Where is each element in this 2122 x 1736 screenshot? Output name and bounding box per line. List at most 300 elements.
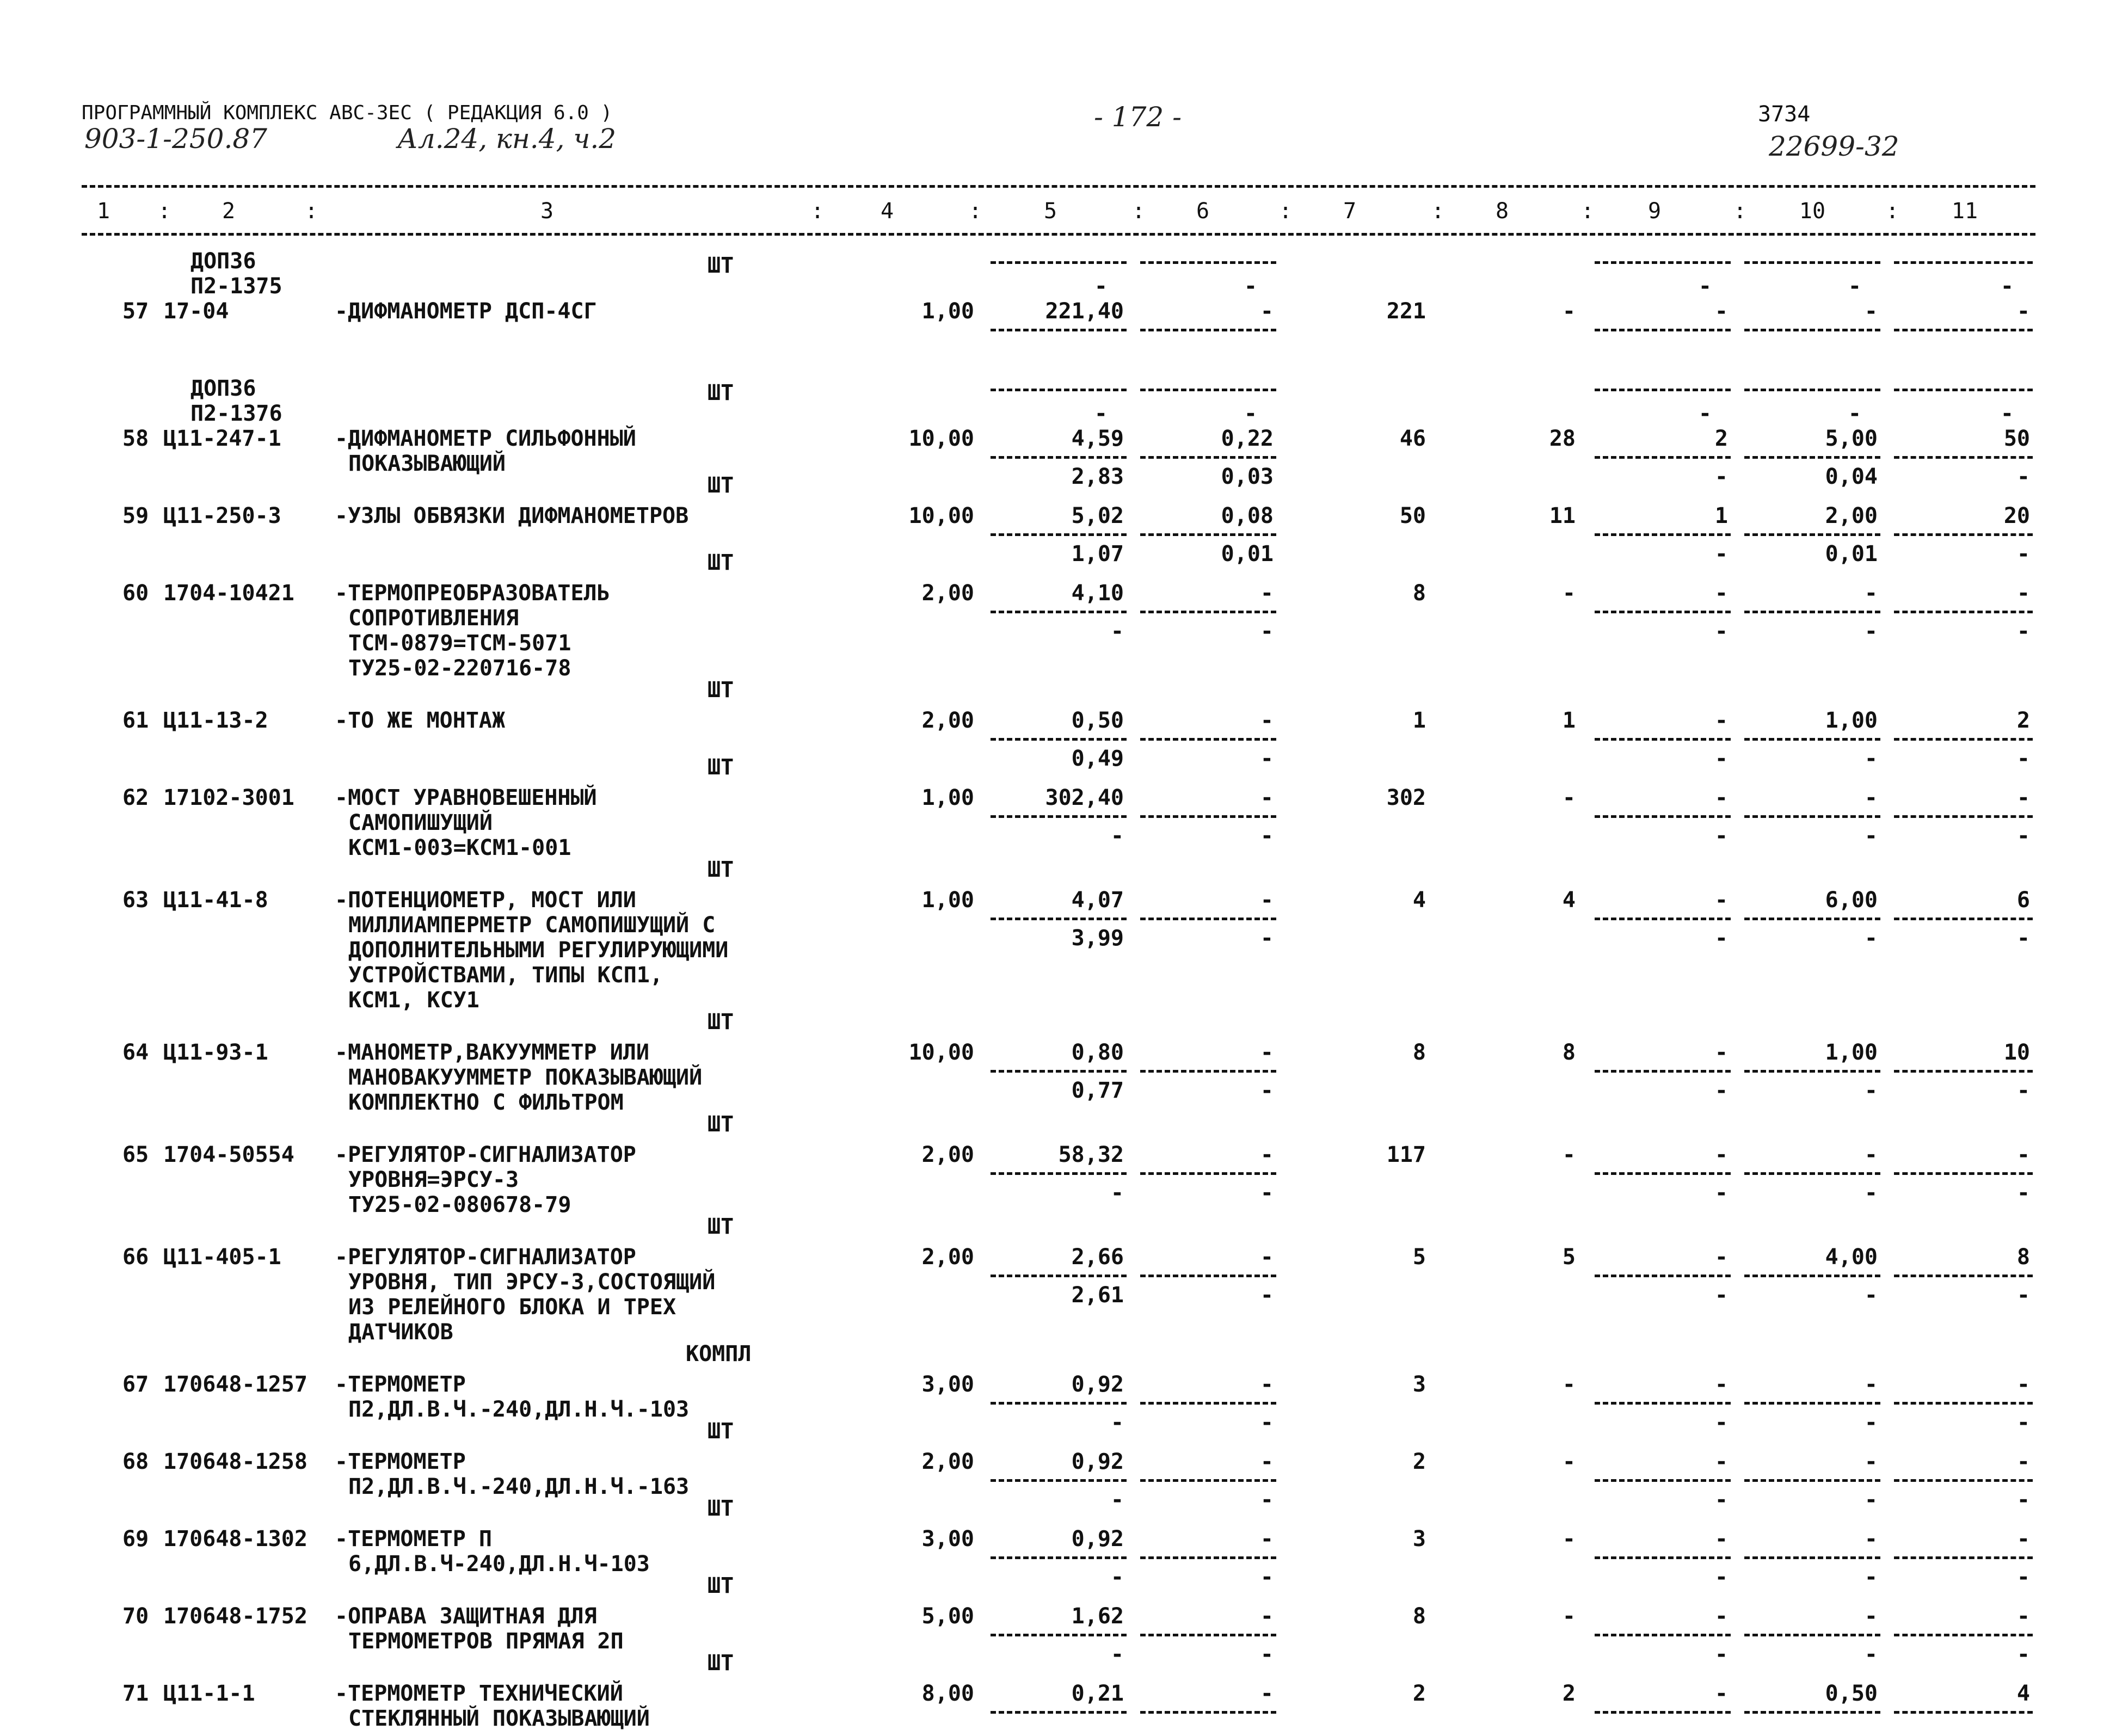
lower-value-6: - xyxy=(1260,619,1274,644)
cell-rule xyxy=(1140,815,1276,818)
value-col-7: 5 xyxy=(1412,1245,1426,1270)
lower-value-6: - xyxy=(1260,1078,1274,1103)
lower-value-9: - xyxy=(1714,1283,1728,1308)
rate-code: Ц11-247-1 xyxy=(163,426,281,451)
value-col-7: 302 xyxy=(1386,785,1426,810)
unit-label: ШТ xyxy=(708,857,734,882)
rate-code: 170648-1257 xyxy=(163,1372,307,1397)
value-col-5: 0,92 xyxy=(1071,1449,1124,1474)
value-col-5: 4,59 xyxy=(1071,426,1124,451)
value-col-7: 117 xyxy=(1386,1142,1426,1167)
header-top-rule xyxy=(82,185,2035,188)
lower-value-6: - xyxy=(1260,1642,1274,1667)
cell-rule xyxy=(1744,389,1880,391)
cell-rule xyxy=(1894,1070,2033,1073)
column-header-11: 11 xyxy=(1951,199,1978,224)
cell-rule xyxy=(1744,1634,1880,1636)
value-col-11: - xyxy=(2016,1604,2030,1629)
value-col-5: 2,66 xyxy=(1071,1245,1124,1270)
cell-rule xyxy=(1894,918,2033,920)
unit-label: ШТ xyxy=(708,473,734,498)
rate-code: Ц11-250-3 xyxy=(163,503,281,528)
cell-rule xyxy=(1595,1556,1731,1559)
rate-code: Ц11-405-1 xyxy=(163,1245,281,1270)
lower-value-10: - xyxy=(1864,1565,1878,1590)
column-header-7: 7 xyxy=(1343,199,1357,224)
value-col-9: 2 xyxy=(1714,426,1728,451)
item-description: -ТЕРМОПРЕОБРАЗОВАТЕЛЬ xyxy=(335,581,610,606)
cell-rule xyxy=(1595,261,1731,264)
value-col-4: 3,00 xyxy=(921,1372,974,1397)
item-description: 6,ДЛ.В.Ч-240,ДЛ.Н.Ч-103 xyxy=(348,1552,650,1577)
value-col-5: 302,40 xyxy=(1045,785,1124,810)
cell-rule xyxy=(1595,1634,1731,1636)
item-description: -ОПРАВА ЗАЩИТНАЯ ДЛЯ xyxy=(335,1604,597,1629)
cell-rule xyxy=(991,738,1127,741)
cell-rule xyxy=(991,1479,1127,1482)
value-col-11: 4 xyxy=(2016,1681,2030,1706)
value-col-4: 1,00 xyxy=(921,299,974,324)
value-col-5: 5,02 xyxy=(1071,503,1124,528)
column-header-6: 6 xyxy=(1196,199,1210,224)
cell-rule xyxy=(1595,389,1731,391)
unit-label: ШТ xyxy=(708,678,734,703)
value-col-5: 221,40 xyxy=(1045,299,1124,324)
lower-value-11: - xyxy=(2000,274,2014,299)
column-separator: : xyxy=(969,199,982,224)
cell-rule xyxy=(1140,918,1276,920)
item-description: -УЗЛЫ ОБВЯЗКИ ДИФМАНОМЕТРОВ xyxy=(335,503,689,528)
lower-value-10: - xyxy=(1864,1180,1878,1205)
lower-value-9: - xyxy=(1714,1565,1728,1590)
cell-rule xyxy=(1140,1402,1276,1405)
value-col-7: 1 xyxy=(1412,708,1426,733)
rate-code: Ц11-93-1 xyxy=(163,1040,268,1065)
value-col-8: - xyxy=(1562,1526,1576,1552)
value-col-8: 1 xyxy=(1562,708,1576,733)
value-col-8: - xyxy=(1562,1604,1576,1629)
cell-rule xyxy=(991,261,1127,264)
value-col-9: - xyxy=(1714,785,1728,810)
value-col-9: - xyxy=(1714,1142,1728,1167)
cell-rule xyxy=(1744,456,1880,459)
lower-value-9: - xyxy=(1714,541,1728,567)
item-description: УСТРОЙСТВАМИ, ТИПЫ КСП1, xyxy=(348,963,663,988)
cell-rule xyxy=(1744,738,1880,741)
value-col-7: 50 xyxy=(1399,503,1426,528)
lower-value-9: - xyxy=(1698,401,1712,426)
lower-value-10: - xyxy=(1864,926,1878,951)
rate-code: 170648-1258 xyxy=(163,1449,307,1474)
cell-rule xyxy=(1140,738,1276,741)
lower-value-11: - xyxy=(2016,1642,2030,1667)
value-col-5: 0,92 xyxy=(1071,1526,1124,1552)
value-col-9: - xyxy=(1714,1604,1728,1629)
item-description: СОПРОТИВЛЕНИЯ xyxy=(348,606,519,631)
lower-value-6: 0,01 xyxy=(1221,541,1274,567)
lower-value-11: - xyxy=(2016,926,2030,951)
lower-value-5: 0,49 xyxy=(1071,746,1124,771)
value-col-7: 8 xyxy=(1412,1040,1426,1065)
extra-ref: П2-1376 xyxy=(190,401,282,426)
lower-value-6: - xyxy=(1260,746,1274,771)
value-col-9: - xyxy=(1714,1526,1728,1552)
lower-value-11: - xyxy=(2016,464,2030,489)
unit-label: КОМПЛ xyxy=(686,1341,752,1366)
item-description: -МАНОМЕТР,ВАКУУММЕТР ИЛИ xyxy=(335,1040,649,1065)
value-col-10: 4,00 xyxy=(1825,1245,1878,1270)
lower-value-10: - xyxy=(1864,1487,1878,1512)
value-col-11: - xyxy=(2016,1526,2030,1552)
value-col-5: 58,32 xyxy=(1058,1142,1124,1167)
row-number: 63 xyxy=(122,888,149,913)
unit-label: ШТ xyxy=(708,1496,734,1521)
cell-rule xyxy=(991,1275,1127,1277)
item-description: МИЛЛИАМПЕРМЕТР САМОПИШУЩИЙ С xyxy=(348,913,716,938)
rate-code: 1704-50554 xyxy=(163,1142,294,1167)
item-description: УРОВНЯ, ТИП ЭРСУ-3,СОСТОЯЩИЙ xyxy=(348,1270,716,1295)
value-col-4: 3,00 xyxy=(921,1526,974,1552)
value-col-10: - xyxy=(1864,785,1878,810)
item-description: ДОПОЛНИТЕЛЬНЫМИ РЕГУЛИРУЮЩИМИ xyxy=(348,938,729,963)
lower-value-10: - xyxy=(1864,746,1878,771)
value-col-9: - xyxy=(1714,1040,1728,1065)
value-col-4: 1,00 xyxy=(921,888,974,913)
value-col-6: - xyxy=(1260,581,1274,606)
lower-value-5: - xyxy=(1110,1410,1124,1435)
value-col-9: - xyxy=(1714,581,1728,606)
cell-rule xyxy=(1744,261,1880,264)
lower-value-9: - xyxy=(1714,1180,1728,1205)
item-description: САМОПИШУЩИЙ xyxy=(348,810,493,835)
lower-value-11: - xyxy=(2016,1487,2030,1512)
lower-value-9: - xyxy=(1714,1078,1728,1103)
lower-value-11: - xyxy=(2016,746,2030,771)
value-col-10: 1,00 xyxy=(1825,1040,1878,1065)
column-header-5: 5 xyxy=(1043,199,1057,224)
lower-value-11: - xyxy=(2016,619,2030,644)
value-col-10: 6,00 xyxy=(1825,888,1878,913)
value-col-8: - xyxy=(1562,299,1576,324)
cell-rule xyxy=(991,329,1127,331)
value-col-8: - xyxy=(1562,581,1576,606)
value-col-4: 2,00 xyxy=(921,1245,974,1270)
row-number: 62 xyxy=(122,785,149,810)
column-separator: : xyxy=(1431,199,1445,224)
column-separator: : xyxy=(1279,199,1293,224)
cell-rule xyxy=(1894,1275,2033,1277)
rate-code: Ц11-41-8 xyxy=(163,888,268,913)
cell-rule xyxy=(991,918,1127,920)
value-col-10: - xyxy=(1864,581,1878,606)
cell-rule xyxy=(991,611,1127,613)
cell-rule xyxy=(1744,533,1880,536)
value-col-10: 2,00 xyxy=(1825,503,1878,528)
column-header-8: 8 xyxy=(1495,199,1509,224)
cell-rule xyxy=(1894,261,2033,264)
value-col-7: 3 xyxy=(1412,1526,1426,1552)
lower-value-9: - xyxy=(1714,926,1728,951)
value-col-6: - xyxy=(1260,1372,1274,1397)
lower-value-5: - xyxy=(1110,1565,1124,1590)
lower-value-5: 1,07 xyxy=(1071,541,1124,567)
rate-code: 1704-10421 xyxy=(163,581,294,606)
cell-rule xyxy=(1894,1172,2033,1175)
unit-label: ШТ xyxy=(708,380,734,405)
row-number: 58 xyxy=(122,426,149,451)
value-col-6: - xyxy=(1260,1449,1274,1474)
value-col-10: 1,00 xyxy=(1825,708,1878,733)
cell-rule xyxy=(991,1711,1127,1714)
lower-value-10: - xyxy=(1864,823,1878,848)
column-separator: : xyxy=(1733,199,1747,224)
cell-rule xyxy=(1595,456,1731,459)
lower-value-10: 0,01 xyxy=(1825,541,1878,567)
lower-value-10: - xyxy=(1864,1642,1878,1667)
value-col-10: 0,50 xyxy=(1825,1681,1878,1706)
item-description: ПОКАЗЫВАЮЩИЙ xyxy=(348,451,506,476)
cell-rule xyxy=(1140,533,1276,536)
column-header-10: 10 xyxy=(1799,199,1826,224)
value-col-11: - xyxy=(2016,1372,2030,1397)
handwritten-number: 22699-32 xyxy=(1769,131,1899,162)
item-description: -РЕГУЛЯТОР-СИГНАЛИЗАТОР xyxy=(335,1245,636,1270)
value-col-11: 20 xyxy=(2003,503,2030,528)
lower-value-9: - xyxy=(1714,1642,1728,1667)
item-description: КОМПЛЕКТНО С ФИЛЬТРОМ xyxy=(348,1090,624,1115)
rate-code: 170648-1752 xyxy=(163,1604,307,1629)
cell-rule xyxy=(1140,456,1276,459)
value-col-10: - xyxy=(1864,299,1878,324)
value-col-5: 4,07 xyxy=(1071,888,1124,913)
unit-label: ШТ xyxy=(708,1419,734,1444)
cell-rule xyxy=(1744,1479,1880,1482)
item-description: -РЕГУЛЯТОР-СИГНАЛИЗАТОР xyxy=(335,1142,636,1167)
lower-value-11: - xyxy=(2000,401,2014,426)
lower-value-6: - xyxy=(1260,1180,1274,1205)
lower-value-6: - xyxy=(1260,823,1274,848)
cell-rule xyxy=(1595,533,1731,536)
cell-rule xyxy=(1595,329,1731,331)
cell-rule xyxy=(1140,1711,1276,1714)
value-col-6: - xyxy=(1260,1040,1274,1065)
item-description: П2,ДЛ.В.Ч.-240,ДЛ.Н.Ч.-103 xyxy=(348,1397,690,1422)
value-col-6: - xyxy=(1260,1245,1274,1270)
value-col-10: - xyxy=(1864,1604,1878,1629)
cell-rule xyxy=(1595,1479,1731,1482)
unit-label: ШТ xyxy=(708,1651,734,1676)
row-number: 70 xyxy=(122,1604,149,1629)
value-col-7: 3 xyxy=(1412,1372,1426,1397)
unit-label: ШТ xyxy=(708,1112,734,1137)
extra-ref: П2-1375 xyxy=(190,274,282,299)
handwritten-album-ref: Ал.24, кн.4, ч.2 xyxy=(397,123,617,155)
item-description: -ДИФМАНОМЕТР ДСП-4СГ xyxy=(335,299,597,324)
column-header-1: 1 xyxy=(96,199,110,224)
column-header-2: 2 xyxy=(222,199,236,224)
value-col-4: 2,00 xyxy=(921,708,974,733)
cell-rule xyxy=(1744,918,1880,920)
cell-rule xyxy=(991,533,1127,536)
lower-value-11: - xyxy=(2016,1078,2030,1103)
rate-code: 17-04 xyxy=(163,299,229,324)
lower-value-5: - xyxy=(1110,1487,1124,1512)
column-separator: : xyxy=(1581,199,1595,224)
cell-rule xyxy=(991,456,1127,459)
lower-value-10: - xyxy=(1864,1283,1878,1308)
value-col-4: 2,00 xyxy=(921,1142,974,1167)
unit-label: ШТ xyxy=(708,550,734,575)
cell-rule xyxy=(1744,611,1880,613)
unit-label: ШТ xyxy=(708,1573,734,1598)
item-description: -ДИФМАНОМЕТР СИЛЬФОННЫЙ xyxy=(335,426,636,451)
lower-value-11: - xyxy=(2016,1180,2030,1205)
value-col-7: 8 xyxy=(1412,581,1426,606)
item-description: ТЕРМОМЕТРОВ ПРЯМАЯ 2П xyxy=(348,1629,624,1654)
cell-rule xyxy=(1894,456,2033,459)
value-col-6: - xyxy=(1260,708,1274,733)
cell-rule xyxy=(1595,1275,1731,1277)
lower-value-11: - xyxy=(2016,823,2030,848)
value-col-8: 4 xyxy=(1562,888,1576,913)
cell-rule xyxy=(1744,1172,1880,1175)
item-description: КСМ1, КСУ1 xyxy=(348,988,479,1013)
header-bottom-rule xyxy=(82,233,2035,236)
doc-number: 3734 xyxy=(1758,102,1811,127)
item-description: СТЕКЛЯННЫЙ ПОКАЗЫВАЮЩИЙ xyxy=(348,1706,650,1731)
cell-rule xyxy=(1744,329,1880,331)
lower-value-6: - xyxy=(1260,1487,1274,1512)
cell-rule xyxy=(1894,1402,2033,1405)
value-col-6: - xyxy=(1260,299,1274,324)
value-col-9: - xyxy=(1714,708,1728,733)
row-number: 65 xyxy=(122,1142,149,1167)
cell-rule xyxy=(1744,1070,1880,1073)
cell-rule xyxy=(1595,1070,1731,1073)
value-col-4: 10,00 xyxy=(908,1040,974,1065)
cell-rule xyxy=(1140,1479,1276,1482)
item-description: МАНОВАКУУММЕТР ПОКАЗЫВАЮЩИЙ xyxy=(348,1065,703,1090)
item-description: -ТЕРМОМЕТР П xyxy=(335,1526,492,1552)
row-number: 59 xyxy=(122,503,149,528)
value-col-11: 10 xyxy=(2003,1040,2030,1065)
cell-rule xyxy=(1894,533,2033,536)
cell-rule xyxy=(1894,1479,2033,1482)
value-col-8: - xyxy=(1562,1372,1576,1397)
row-number: 64 xyxy=(122,1040,149,1065)
cell-rule xyxy=(1894,389,2033,391)
column-header-9: 9 xyxy=(1647,199,1662,224)
value-col-5: 0,80 xyxy=(1071,1040,1124,1065)
column-separator: : xyxy=(811,199,825,224)
value-col-8: - xyxy=(1562,1449,1576,1474)
lower-value-5: - xyxy=(1094,401,1108,426)
cell-rule xyxy=(991,1172,1127,1175)
lower-value-5: - xyxy=(1110,1642,1124,1667)
lower-value-9: - xyxy=(1714,619,1728,644)
value-col-4: 2,00 xyxy=(921,581,974,606)
item-description: -ТО ЖЕ МОНТАЖ xyxy=(335,708,506,733)
cell-rule xyxy=(1140,1275,1276,1277)
value-col-10: - xyxy=(1864,1372,1878,1397)
value-col-5: 0,21 xyxy=(1071,1681,1124,1706)
lower-value-10: - xyxy=(1864,1410,1878,1435)
cell-rule xyxy=(1894,815,2033,818)
lower-value-9: - xyxy=(1714,746,1728,771)
item-description: -МОСТ УРАВНОВЕШЕННЫЙ xyxy=(335,785,597,810)
cell-rule xyxy=(1595,1402,1731,1405)
cell-rule xyxy=(1894,329,2033,331)
value-col-11: - xyxy=(2016,581,2030,606)
item-description: КСМ1-003=КСМ1-001 xyxy=(348,835,571,860)
cell-rule xyxy=(1140,329,1276,331)
column-header-3: 3 xyxy=(540,199,554,224)
value-col-11: 2 xyxy=(2016,708,2030,733)
value-col-11: - xyxy=(2016,1449,2030,1474)
row-number: 68 xyxy=(122,1449,149,1474)
value-col-9: - xyxy=(1714,1681,1728,1706)
row-number: 61 xyxy=(122,708,149,733)
value-col-6: - xyxy=(1260,785,1274,810)
value-col-4: 8,00 xyxy=(921,1681,974,1706)
value-col-8: - xyxy=(1562,785,1576,810)
lower-value-5: 0,77 xyxy=(1071,1078,1124,1103)
item-description: ИЗ РЕЛЕЙНОГО БЛОКА И ТРЕХ xyxy=(348,1295,676,1320)
lower-value-5: 2,61 xyxy=(1071,1283,1124,1308)
value-col-8: 8 xyxy=(1562,1040,1576,1065)
cell-rule xyxy=(991,1402,1127,1405)
value-col-7: 8 xyxy=(1412,1604,1426,1629)
lower-value-6: - xyxy=(1260,1565,1274,1590)
cell-rule xyxy=(1894,1556,2033,1559)
cell-rule xyxy=(1744,1402,1880,1405)
cell-rule xyxy=(991,389,1127,391)
lower-value-10: 0,04 xyxy=(1825,464,1878,489)
lower-value-5: - xyxy=(1110,619,1124,644)
item-description: ТУ25-02-080678-79 xyxy=(348,1192,571,1217)
cell-rule xyxy=(1744,815,1880,818)
value-col-9: - xyxy=(1714,1372,1728,1397)
value-col-8: 28 xyxy=(1549,426,1576,451)
value-col-8: 5 xyxy=(1562,1245,1576,1270)
value-col-6: - xyxy=(1260,1681,1274,1706)
cell-rule xyxy=(1140,1070,1276,1073)
value-col-9: - xyxy=(1714,888,1728,913)
extra-ref: ДОП36 xyxy=(190,376,256,401)
item-description: -ТЕРМОМЕТР ТЕХНИЧЕСКИЙ xyxy=(335,1681,623,1706)
value-col-6: - xyxy=(1260,1604,1274,1629)
value-col-4: 2,00 xyxy=(921,1449,974,1474)
row-number: 57 xyxy=(122,299,149,324)
value-col-9: 1 xyxy=(1714,503,1728,528)
value-col-4: 1,00 xyxy=(921,785,974,810)
cell-rule xyxy=(991,1556,1127,1559)
value-col-6: - xyxy=(1260,888,1274,913)
lower-value-9: - xyxy=(1714,1410,1728,1435)
item-description: ДАТЧИКОВ xyxy=(348,1320,453,1345)
column-separator: : xyxy=(1886,199,1899,224)
lower-value-10: - xyxy=(1864,619,1878,644)
cell-rule xyxy=(991,815,1127,818)
cell-rule xyxy=(991,1070,1127,1073)
row-number: 69 xyxy=(122,1526,149,1552)
row-number: 60 xyxy=(122,581,149,606)
rate-code: 170648-1302 xyxy=(163,1526,307,1552)
value-col-11: - xyxy=(2016,785,2030,810)
value-col-8: 2 xyxy=(1562,1681,1576,1706)
value-col-9: - xyxy=(1714,299,1728,324)
lower-value-5: - xyxy=(1110,823,1124,848)
